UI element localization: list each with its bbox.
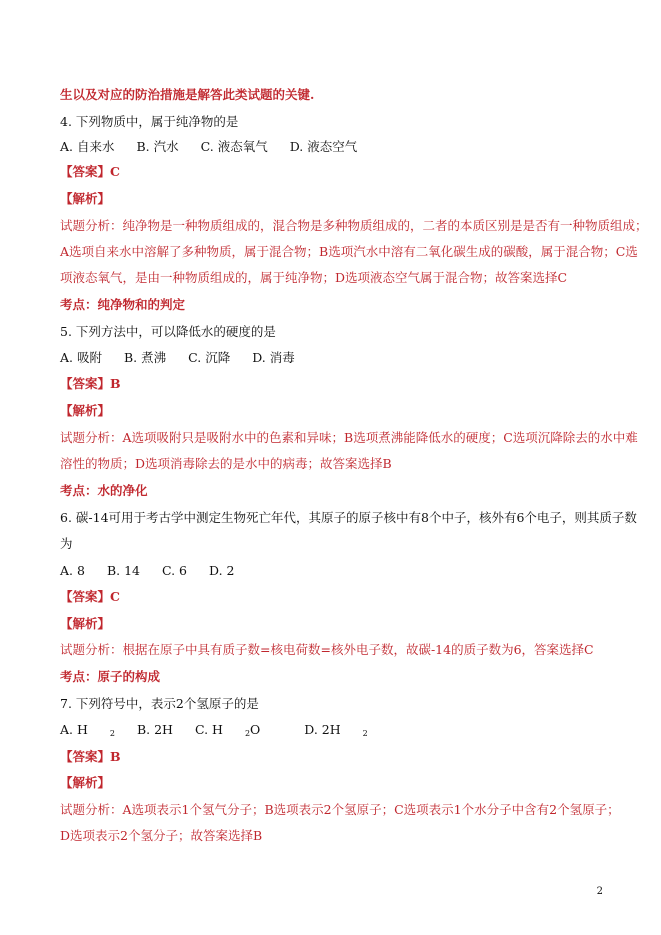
q7-option-c: C. H $_2$O xyxy=(194,722,261,738)
q4-options xyxy=(60,139,621,155)
q7-options xyxy=(60,722,621,738)
q4-question: 4. 下列物质中，属于纯净物的是 xyxy=(60,114,239,129)
q4-option-a: A. 自来水 xyxy=(60,139,115,154)
q6-option-b: B. 14 xyxy=(106,563,140,578)
intro-tail: 生以及对应的防治措施是解答此类试题的关键. xyxy=(60,87,315,102)
q7-analysis-line: D选项表示2个氢分子；故答案选择B xyxy=(60,828,263,843)
q6-option-c: C. 6 xyxy=(161,563,188,578)
q5-analysis-label: 【解析】 xyxy=(60,403,111,418)
q6-question: 6. 碳-14可用于考古学中测定生物死亡年代，其原子的原子核中有8个中子，核外有6个电子，则其质子数 xyxy=(60,510,637,525)
q6-option-a: A. 8 xyxy=(60,563,85,578)
q4-analysis-line: A选项自来水中溶解了多种物质，属于混合物；B选项汽水中溶有二氧化碳生成的碳酸，属于混合物；C选 xyxy=(60,244,638,259)
q7-option-d: D. 2H $_2$ xyxy=(304,722,368,738)
q4-analysis-line: 项液态氧气，是由一种物质组成的，属于纯净物；D选项液态空气属于混合物；故答案选择C xyxy=(60,270,568,285)
q4-option-d: D. 液态空气 xyxy=(289,139,358,154)
q5-option-c: C. 沉降 xyxy=(188,350,231,365)
q4-analysis-line: 试题分析：纯净物是一种物质组成的，混合物是多种物质组成的，二者的本质区别是是否有一种物质组成； xyxy=(60,218,648,233)
q5-options xyxy=(60,350,621,366)
q6-point: 考点：原子的构成 xyxy=(60,669,161,684)
q5-point: 考点：水的净化 xyxy=(60,483,148,498)
q6-options xyxy=(60,563,621,579)
q5-analysis-line: 试题分析：A选项吸附只是吸附水中的色素和异味；B选项煮沸能降低水的硬度；C选项沉降除去的水中难 xyxy=(60,430,638,445)
q4-option-b: B. 汽水 xyxy=(136,139,179,154)
q5-option-d: D. 消毒 xyxy=(252,350,295,365)
q6-analysis-label: 【解析】 xyxy=(60,616,111,631)
q4-answer: 【答案】C xyxy=(60,164,120,179)
q7-answer: 【答案】B xyxy=(60,749,121,764)
q6-answer: 【答案】C xyxy=(60,589,120,604)
page-number: 2 xyxy=(596,886,603,897)
q5-option-b: B. 煮沸 xyxy=(123,350,167,365)
q7-option-b: B. 2H xyxy=(136,722,173,737)
q5-analysis-line: 溶性的物质；D选项消毒除去的是水中的病毒；故答案选择B xyxy=(60,456,392,471)
q5-option-a: A. 吸附 xyxy=(60,350,102,365)
q6-question-cont: 为 xyxy=(60,536,73,551)
q7-analysis-label: 【解析】 xyxy=(60,775,111,790)
q5-answer: 【答案】B xyxy=(60,376,121,391)
q4-option-c: C. 液态氧气 xyxy=(200,139,268,154)
q7-analysis-line: 试题分析：A选项表示1个氢气分子；B选项表示2个氢原子；C选项表示1个水分子中含有2个氢原子； xyxy=(60,802,620,817)
q6-analysis-line: 试题分析：根据在原子中具有质子数=核电荷数=核外电子数，故碳-14的质子数为6，答案选择C xyxy=(60,642,594,657)
q4-analysis-label: 【解析】 xyxy=(60,191,111,206)
q7-option-a: A. H $_2$ xyxy=(60,722,115,738)
q5-question: 5. 下列方法中，可以降低水的硬度的是 xyxy=(60,324,276,339)
q7-question: 7. 下列符号中，表示2个氢原子的是 xyxy=(60,696,259,711)
q6-option-d: D. 2 xyxy=(209,563,235,578)
q4-point: 考点：纯净物和的判定 xyxy=(60,297,186,312)
